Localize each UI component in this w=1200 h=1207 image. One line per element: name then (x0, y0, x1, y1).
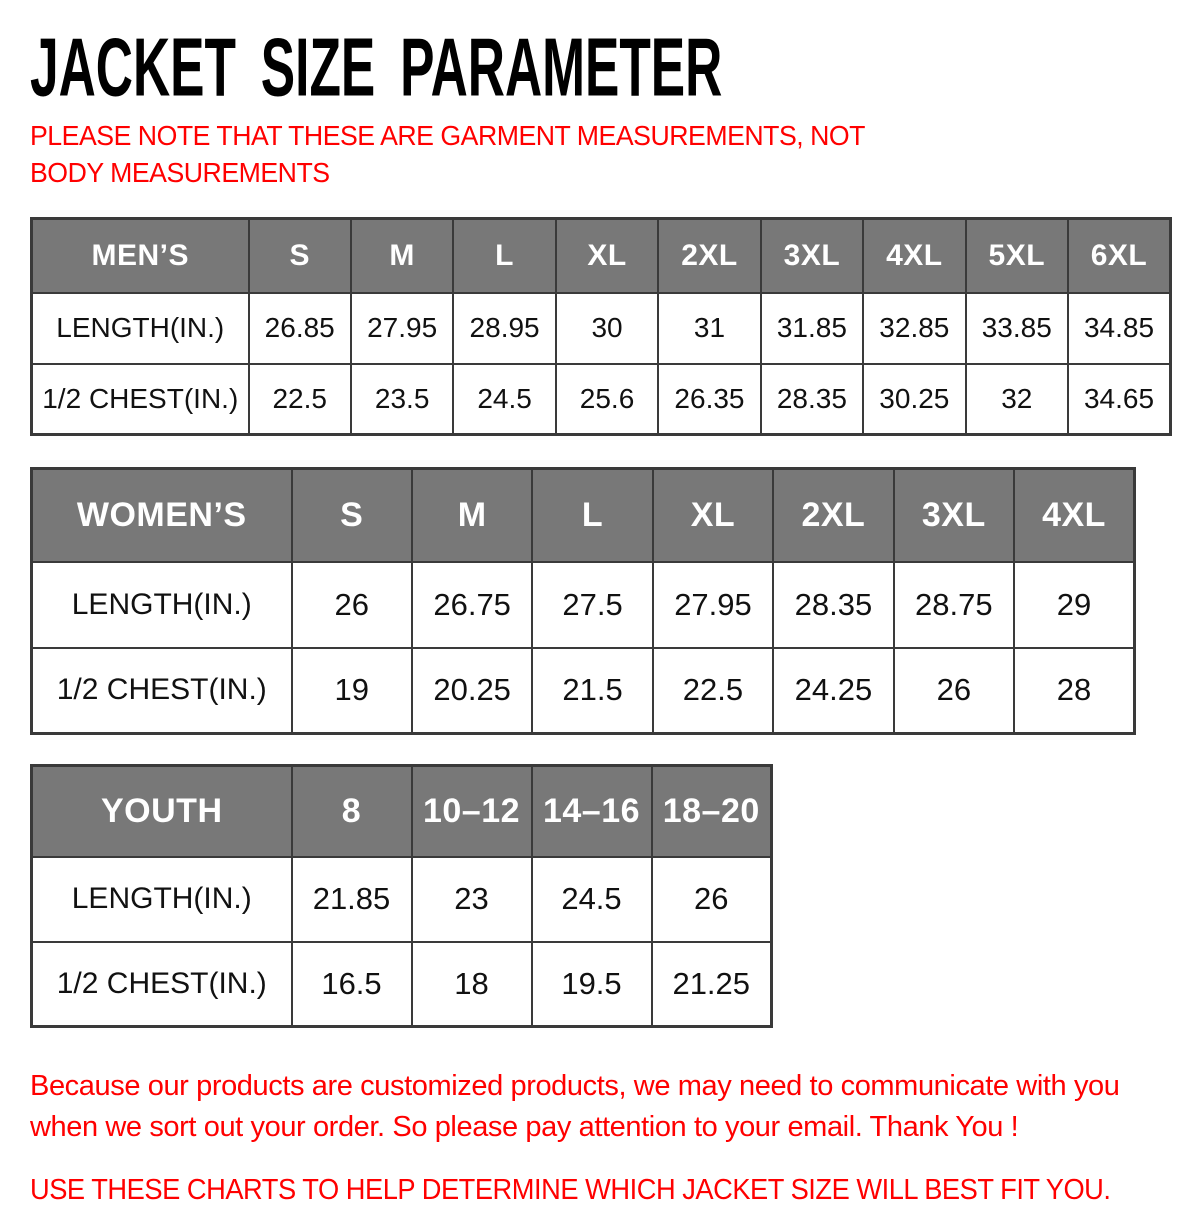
chart-usage-note: USE THESE CHARTS TO HELP DETERMINE WHICH JACKET SIZE WILL BEST FIT YOU. (30, 1174, 1111, 1207)
mens-size-header-cell: XL (556, 219, 658, 293)
youth-table-title-cell: YOUTH (32, 766, 292, 857)
measurement-value-cell: 26 (652, 857, 772, 942)
row-label-cell: LENGTH(IN.) (32, 857, 292, 942)
measurement-value-cell: 18 (412, 942, 532, 1027)
mens-table-title-cell: MEN’S (32, 219, 249, 293)
youth-size-header-cell: 10–12 (412, 766, 532, 857)
measurement-value-cell: 32 (966, 364, 1068, 435)
mens-size-header-cell: S (249, 219, 351, 293)
womens-size-header-cell: XL (653, 469, 773, 562)
womens-size-header-cell: M (412, 469, 532, 562)
mens-size-header-cell: L (453, 219, 555, 293)
measurement-value-cell: 23.5 (351, 364, 453, 435)
womens-size-table (30, 467, 1136, 735)
measurement-value-cell: 34.85 (1068, 293, 1171, 364)
row-label-cell: LENGTH(IN.) (32, 293, 249, 364)
measurement-value-cell: 24.5 (453, 364, 555, 435)
measurement-value-cell: 33.85 (966, 293, 1068, 364)
mens-size-header-cell: 2XL (658, 219, 760, 293)
measurement-value-cell: 22.5 (249, 364, 351, 435)
womens-size-header-cell: L (532, 469, 652, 562)
measurement-value-cell: 28.95 (453, 293, 555, 364)
row-label-cell: LENGTH(IN.) (32, 562, 292, 648)
row-label-cell: 1/2 CHEST(IN.) (32, 942, 292, 1027)
womens-table-title-cell: WOMEN’S (32, 469, 292, 562)
youth-size-table (30, 764, 773, 1028)
page-title: JACKET SIZE PARAMETER (30, 20, 723, 114)
measurement-value-cell: 21.85 (292, 857, 412, 942)
youth-data-row (32, 942, 772, 1027)
youth-size-header-cell: 18–20 (652, 766, 772, 857)
mens-size-header-cell: 5XL (966, 219, 1068, 293)
measurement-value-cell: 31.85 (761, 293, 863, 364)
measurement-value-cell: 19.5 (532, 942, 652, 1027)
measurement-value-cell: 34.65 (1068, 364, 1171, 435)
measurement-value-cell: 30.25 (863, 364, 965, 435)
womens-data-row (32, 648, 1135, 734)
measurement-value-cell: 26.85 (249, 293, 351, 364)
measurement-value-cell: 32.85 (863, 293, 965, 364)
measurement-value-cell: 22.5 (653, 648, 773, 734)
mens-data-row (32, 293, 1171, 364)
measurement-value-cell: 28.35 (773, 562, 893, 648)
measurement-value-cell: 20.25 (412, 648, 532, 734)
womens-size-header-cell: 4XL (1014, 469, 1134, 562)
measurement-value-cell: 29 (1014, 562, 1134, 648)
mens-size-table (30, 217, 1172, 436)
womens-size-header-cell: S (292, 469, 412, 562)
measurement-value-cell: 23 (412, 857, 532, 942)
row-label-cell: 1/2 CHEST(IN.) (32, 364, 249, 435)
youth-data-row (32, 857, 772, 942)
measurement-value-cell: 30 (556, 293, 658, 364)
measurement-value-cell: 25.6 (556, 364, 658, 435)
womens-size-header-cell: 3XL (894, 469, 1014, 562)
mens-data-row (32, 364, 1171, 435)
measurement-value-cell: 16.5 (292, 942, 412, 1027)
measurement-value-cell: 28.35 (761, 364, 863, 435)
measurement-value-cell: 21.25 (652, 942, 772, 1027)
womens-header-row (32, 469, 1135, 562)
measurement-value-cell: 24.25 (773, 648, 893, 734)
customization-notice: Because our products are customized products, we may need to communicate with you when we sort out your order. So please pay attention to your email. Thank You ! (30, 1070, 1120, 1144)
mens-header-row (32, 219, 1171, 293)
measurement-value-cell: 26 (292, 562, 412, 648)
measurement-value-cell: 28.75 (894, 562, 1014, 648)
measurement-value-cell: 27.95 (653, 562, 773, 648)
measurement-value-cell: 26 (894, 648, 1014, 734)
measurement-value-cell: 28 (1014, 648, 1134, 734)
youth-size-header-cell: 8 (292, 766, 412, 857)
measurement-value-cell: 19 (292, 648, 412, 734)
garment-measurement-note: PLEASE NOTE THAT THESE ARE GARMENT MEASUREMENTS, NOT BODY MEASUREMENTS (30, 120, 865, 188)
mens-size-header-cell: M (351, 219, 453, 293)
measurement-value-cell: 31 (658, 293, 760, 364)
measurement-value-cell: 26.35 (658, 364, 760, 435)
mens-size-header-cell: 4XL (863, 219, 965, 293)
youth-header-row (32, 766, 772, 857)
measurement-value-cell: 26.75 (412, 562, 532, 648)
womens-size-header-cell: 2XL (773, 469, 893, 562)
measurement-value-cell: 27.5 (532, 562, 652, 648)
measurement-value-cell: 27.95 (351, 293, 453, 364)
measurement-value-cell: 24.5 (532, 857, 652, 942)
row-label-cell: 1/2 CHEST(IN.) (32, 648, 292, 734)
youth-size-header-cell: 14–16 (532, 766, 652, 857)
mens-size-header-cell: 3XL (761, 219, 863, 293)
measurement-value-cell: 21.5 (532, 648, 652, 734)
size-chart-page (30, 20, 1172, 1207)
mens-size-header-cell: 6XL (1068, 219, 1171, 293)
womens-data-row (32, 562, 1135, 648)
